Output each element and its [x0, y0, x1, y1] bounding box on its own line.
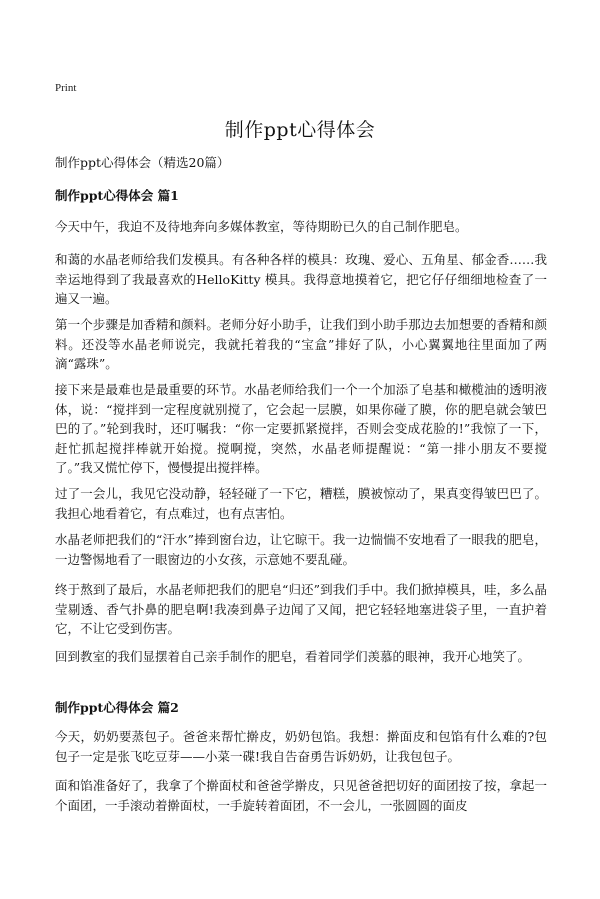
paragraph: 今天中午，我迫不及待地奔向多媒体教室，等待期盼已久的自己制作肥皂。: [55, 219, 468, 234]
page-title: 制作ppt心得体会: [224, 119, 376, 141]
paragraph: 和蔼的水晶老师给我们发模具。有各种各样的模具：玫瑰、爱心、五角星、郁金香……我幸运地得到了我最喜欢的HelloKitty 模具。我得意地摸着它，把它仔仔细细地检查了一遍又一遍。: [55, 252, 547, 306]
paragraph: 终于熬到了最后，水晶老师把我们的肥皂“归还”到我们手中。我们掀掉模具，哇，多么晶莹剔透、香气扑鼻的肥皂啊!我凑到鼻子边闻了又闻，把它轻轻地塞进袋子里，一直护着它，不让它受到伤害。: [55, 582, 547, 636]
paragraph: 第一个步骤是加香精和颜料。老师分好小助手，让我们到小助手那边去加想要的香精和颜料。还没等水晶老师说完，我就托着我的“宝盒”排好了队，小心翼翼地往里面加了两滴“露珠”。: [55, 317, 547, 371]
section-heading-2: 制作ppt心得体会 篇2: [55, 700, 179, 715]
paragraph: 水晶老师把我们的“汗水”捧到窗台边，让它晾干。我一边惴惴不安地看了一眼我的肥皂，一边警惕地看了一眼窗边的小女孩，示意她不要乱碰。: [55, 532, 547, 567]
document-subtitle: 制作ppt心得体会（精选20篇）: [55, 155, 230, 170]
paragraph: 过了一会儿，我见它没动静，轻轻碰了一下它，糟糕，膜被惊动了，果真变得皱巴巴了。我担心地看着它，有点难过，也有点害怕。: [55, 486, 547, 521]
section-heading-1: 制作ppt心得体会 篇1: [55, 188, 179, 203]
paragraph: 接下来是最难也是最重要的环节。水晶老师给我们一个一个加添了皂基和橄榄油的透明液体，说：“搅拌到一定程度就别搅了，它会起一层膜，如果你碰了膜，你的肥皂就会皱巴巴的了。”轮到我时，还叮嘱我：“你一定要抓紧搅拌，否则会变成花脸的!”我惊了一下，赶忙抓起搅拌棒就开始搅。搅啊搅，突然，水晶老师提醒说：“第一排小朋友不要搅了。”我又慌忙停下，慢慢提出搅拌棒。: [55, 382, 547, 475]
paragraph: 面和馅准备好了，我拿了个擀面杖和爸爸学擀皮，只见爸爸把切好的面团按了按，拿起一个面团，一手滚动着擀面杖，一手旋转着面团，不一会儿，一张圆圆的面皮: [55, 778, 547, 813]
print-label: Print: [55, 82, 77, 94]
paragraph: 今天，奶奶要蒸包子。爸爸来帮忙擀皮，奶奶包馅。我想：擀面皮和包馅有什么难的?包包子一定是张飞吃豆芽——小菜一碟!我自告奋勇告诉奶奶，让我包包子。: [55, 729, 547, 764]
paragraph: 回到教室的我们显摆着自己亲手制作的肥皂，看着同学们羡慕的眼神，我开心地笑了。: [55, 649, 531, 664]
